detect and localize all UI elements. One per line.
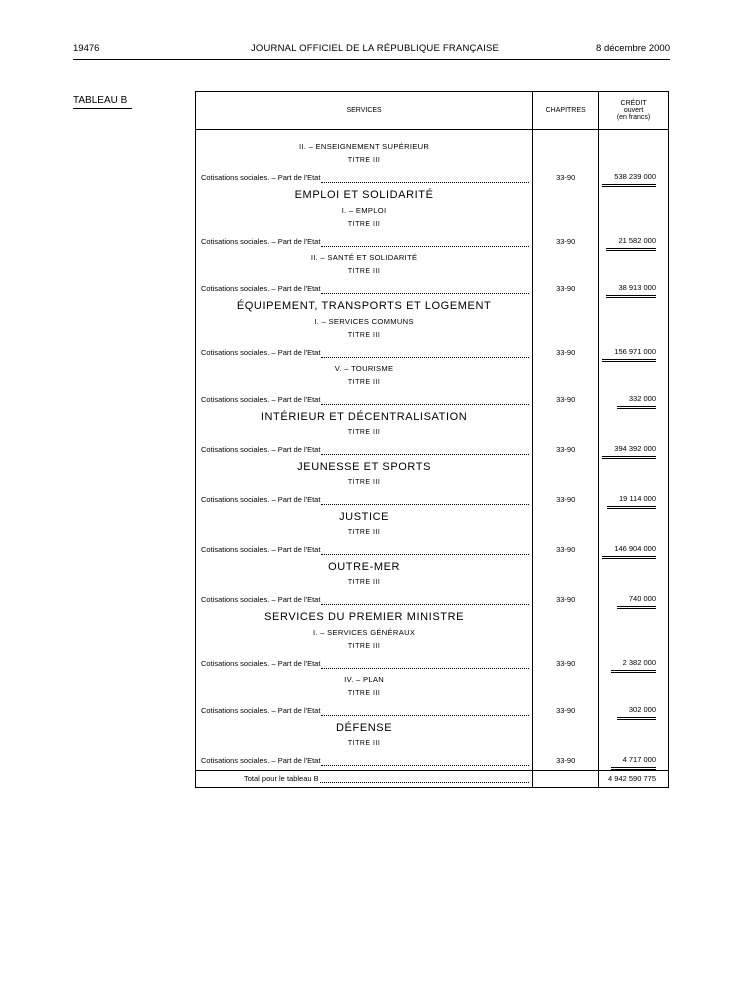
credit-amount-value: 21 582 000 xyxy=(606,234,656,251)
line-label-text: Cotisations sociales. – Part de l'Etat xyxy=(201,706,321,715)
section-subtitle: V. – TOURISME xyxy=(334,364,394,373)
credit-amount xyxy=(599,654,669,673)
line-label-text: Cotisations sociales. – Part de l'Etat xyxy=(201,756,321,765)
titre-label: TITRE III xyxy=(347,332,381,339)
ministry-title: DÉFENSE xyxy=(336,722,393,734)
chapter-code: 33-90 xyxy=(533,168,599,187)
table-row xyxy=(196,168,669,187)
line-label xyxy=(196,541,532,559)
dot-leader xyxy=(321,714,529,716)
credit-amount xyxy=(599,343,669,362)
dot-leader xyxy=(321,181,529,183)
credit-amount xyxy=(599,390,669,409)
table-label-rule xyxy=(73,108,132,109)
section-subtitle: I. – SERVICES GÉNÉRAUX xyxy=(312,628,416,637)
section-heading-row xyxy=(196,576,669,590)
publication-title: JOURNAL OFFICIEL DE LA RÉPUBLIQUE FRANÇAISE xyxy=(250,43,500,54)
credit-amount xyxy=(599,232,669,251)
section-heading-row xyxy=(196,376,669,390)
credit-amount-value: 332 000 xyxy=(617,392,656,409)
header-rule xyxy=(73,59,670,60)
credit-amount xyxy=(599,701,669,720)
credit-amount-value: 19 114 000 xyxy=(607,492,656,509)
line-label-text: Cotisations sociales. – Part de l'Etat xyxy=(201,595,321,604)
dot-leader xyxy=(321,245,529,247)
titre-label: TITRE III xyxy=(347,157,381,164)
dot-leader xyxy=(321,764,529,766)
section-heading-row xyxy=(196,315,669,329)
credit-amount xyxy=(599,590,669,609)
table-row xyxy=(196,390,669,409)
table-row xyxy=(196,590,669,609)
section-heading-row xyxy=(196,559,669,576)
section-heading-row xyxy=(196,362,669,376)
publication-date: 8 décembre 2000 xyxy=(596,43,670,54)
table-row xyxy=(196,654,669,673)
total-row xyxy=(196,771,669,788)
credit-amount xyxy=(599,440,669,459)
section-heading-row xyxy=(196,526,669,540)
titre-label: TITRE III xyxy=(347,268,381,275)
credit-amount-value: 4 717 000 xyxy=(611,753,656,770)
line-label xyxy=(196,344,532,362)
section-heading-row xyxy=(196,154,669,168)
chapter-code: 33-90 xyxy=(533,390,599,409)
table-header-row xyxy=(196,92,669,130)
chapter-code: 33-90 xyxy=(533,701,599,720)
section-heading-row xyxy=(196,409,669,426)
section-subtitle: II. – ENSEIGNEMENT SUPÉRIEUR xyxy=(298,142,430,151)
chapter-code: 33-90 xyxy=(533,440,599,459)
section-heading-row xyxy=(196,737,669,751)
section-subtitle: I. – EMPLOI xyxy=(341,206,387,215)
credit-amount-value: 2 382 000 xyxy=(611,656,656,673)
titre-label: TITRE III xyxy=(347,643,381,650)
chapter-code: 33-90 xyxy=(533,540,599,559)
credit-amount-value: 302 000 xyxy=(617,703,656,720)
titre-label: TITRE III xyxy=(347,529,381,536)
section-heading-row xyxy=(196,476,669,490)
chapter-code: 33-90 xyxy=(533,590,599,609)
header-credit-sub2: (en francs) xyxy=(616,114,651,121)
section-subtitle: IV. – PLAN xyxy=(344,675,385,684)
table-row xyxy=(196,490,669,509)
chapter-code: 33-90 xyxy=(533,751,599,771)
section-heading-row xyxy=(196,140,669,154)
line-label xyxy=(196,491,532,509)
ministry-title: ÉQUIPEMENT, TRANSPORTS ET LOGEMENT xyxy=(236,300,492,312)
ministry-title: JEUNESSE ET SPORTS xyxy=(297,461,432,473)
line-label-text: Cotisations sociales. – Part de l'Etat xyxy=(201,348,321,357)
header-credit xyxy=(599,92,669,130)
credit-amount xyxy=(599,751,669,771)
section-heading-row xyxy=(196,329,669,343)
header-credit-title: CRÉDIT xyxy=(620,100,647,107)
dot-leader xyxy=(321,292,529,294)
credit-amount-value: 38 913 000 xyxy=(606,281,656,298)
line-label-text: Cotisations sociales. – Part de l'Etat xyxy=(201,395,321,404)
ministry-title: OUTRE-MER xyxy=(328,561,401,573)
ministry-title: SERVICES DU PREMIER MINISTRE xyxy=(264,611,465,623)
section-subtitle: I. – SERVICES COMMUNS xyxy=(314,317,414,326)
titre-label: TITRE III xyxy=(347,690,381,697)
line-label-text: Cotisations sociales. – Part de l'Etat xyxy=(201,495,321,504)
dot-leader xyxy=(321,453,529,455)
table-row xyxy=(196,232,669,251)
dot-leader xyxy=(321,403,529,405)
line-label-text: Cotisations sociales. – Part de l'Etat xyxy=(201,445,321,454)
header-services: SERVICES xyxy=(196,92,533,130)
section-heading-row xyxy=(196,298,669,315)
section-heading-row xyxy=(196,687,669,701)
dot-leader xyxy=(320,781,530,783)
ministry-title: EMPLOI ET SOLIDARITÉ xyxy=(294,189,434,201)
line-label-text: Cotisations sociales. – Part de l'Etat xyxy=(201,173,321,182)
line-label xyxy=(196,441,532,459)
line-label-text: Cotisations sociales. – Part de l'Etat xyxy=(201,284,321,293)
dot-leader xyxy=(321,553,529,555)
table-row xyxy=(196,751,669,771)
credit-amount xyxy=(599,168,669,187)
ministry-title: INTÉRIEUR ET DÉCENTRALISATION xyxy=(260,411,468,423)
chapter-code: 33-90 xyxy=(533,232,599,251)
dot-leader xyxy=(321,503,529,505)
table-row xyxy=(196,440,669,459)
titre-label: TITRE III xyxy=(347,379,381,386)
table-row xyxy=(196,540,669,559)
header-chapitres: CHAPITRES xyxy=(533,92,599,130)
line-label xyxy=(196,233,532,251)
credit-table xyxy=(195,91,669,788)
section-heading-row xyxy=(196,251,669,265)
table-row xyxy=(196,701,669,720)
titre-label: TITRE III xyxy=(347,479,381,486)
section-heading-row xyxy=(196,265,669,279)
line-label xyxy=(196,655,532,673)
section-heading-row xyxy=(196,509,669,526)
table-row xyxy=(196,279,669,298)
total-label-text: Total pour le tableau B xyxy=(244,774,319,783)
credit-amount xyxy=(599,279,669,298)
section-heading-row xyxy=(196,204,669,218)
dot-leader xyxy=(321,356,529,358)
chapter-code: 33-90 xyxy=(533,279,599,298)
titre-label: TITRE III xyxy=(347,579,381,586)
chapter-code: 33-90 xyxy=(533,343,599,362)
credit-amount-value: 394 392 000 xyxy=(602,442,656,459)
line-label-text: Cotisations sociales. – Part de l'Etat xyxy=(201,659,321,668)
page-number: 19476 xyxy=(73,43,100,54)
total-amount: 4 942 590 775 xyxy=(599,771,669,788)
line-label xyxy=(196,169,532,187)
section-heading-row xyxy=(196,626,669,640)
titre-label: TITRE III xyxy=(347,740,381,747)
line-label xyxy=(196,391,532,409)
titre-label: TITRE III xyxy=(347,221,381,228)
dot-leader xyxy=(321,603,529,605)
section-heading-row xyxy=(196,720,669,737)
table-row xyxy=(196,343,669,362)
credit-amount-value: 146 904 000 xyxy=(602,542,656,559)
chapter-code: 33-90 xyxy=(533,654,599,673)
total-chapter-cell xyxy=(533,771,599,788)
line-label xyxy=(196,280,532,298)
section-heading-row xyxy=(196,459,669,476)
table-label: TABLEAU B xyxy=(73,95,128,106)
ministry-title: JUSTICE xyxy=(339,511,390,523)
line-label-text: Cotisations sociales. – Part de l'Etat xyxy=(201,237,321,246)
titre-label: TITRE III xyxy=(347,429,381,436)
credit-amount xyxy=(599,490,669,509)
total-label xyxy=(196,771,532,787)
header-credit-sub1: ouvert xyxy=(623,107,644,114)
section-heading-row xyxy=(196,426,669,440)
dot-leader xyxy=(321,667,529,669)
chapter-code: 33-90 xyxy=(533,490,599,509)
line-label-text: Cotisations sociales. – Part de l'Etat xyxy=(201,545,321,554)
credit-amount-value: 156 971 000 xyxy=(602,345,656,362)
section-heading-row xyxy=(196,187,669,204)
section-subtitle: II. – SANTÉ ET SOLIDARITÉ xyxy=(310,253,418,262)
section-heading-row xyxy=(196,640,669,654)
table-body xyxy=(196,130,669,788)
section-heading-row xyxy=(196,673,669,687)
credit-amount xyxy=(599,540,669,559)
credit-amount-value: 538 239 000 xyxy=(602,170,656,187)
credit-amount-value: 740 000 xyxy=(617,592,656,609)
spacer-row xyxy=(196,130,669,141)
line-label xyxy=(196,702,532,720)
section-heading-row xyxy=(196,218,669,232)
section-heading-row xyxy=(196,609,669,626)
line-label xyxy=(196,591,532,609)
line-label xyxy=(196,752,532,770)
